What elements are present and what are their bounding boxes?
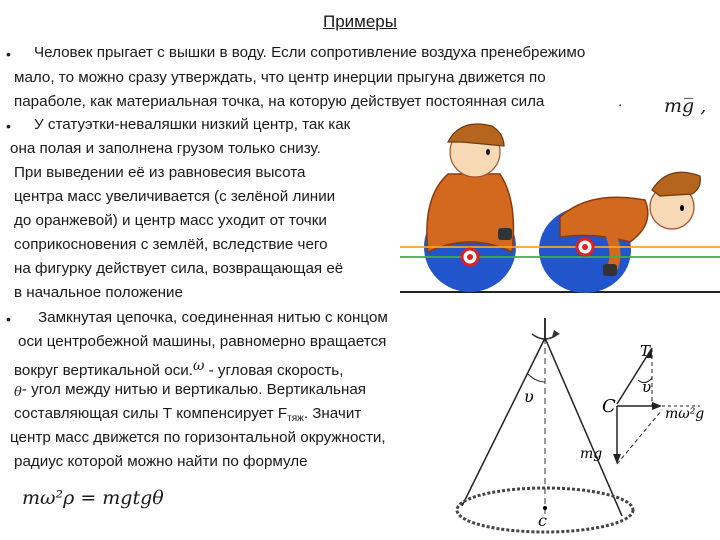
p2-line-8: в начальное положение bbox=[14, 284, 183, 301]
p2-line-3: При выведении её из равновесия высота bbox=[14, 164, 306, 181]
formula-bottom: mω²ρ = mgtgθ bbox=[22, 487, 164, 509]
p3-line-5 bbox=[14, 404, 361, 429]
bullet-3: • bbox=[6, 311, 11, 327]
slide-title: Примеры bbox=[323, 12, 397, 31]
upsilon-right-label: υ bbox=[642, 378, 652, 396]
roly-poly-illustration bbox=[400, 112, 720, 302]
p3-line-5-text: составляющая силы Т компенсирует F bbox=[14, 405, 288, 422]
bullet-2: • bbox=[6, 118, 11, 134]
omega-symbol: ω bbox=[193, 358, 205, 374]
vest-2 bbox=[560, 197, 648, 242]
gravity-arrow-head bbox=[613, 454, 621, 464]
p1-period: . bbox=[618, 93, 623, 110]
p3-line-5-sub: тяж bbox=[287, 413, 304, 424]
p3-line-1: Замкнутая цепочка, соединенная нитью с концом bbox=[38, 309, 388, 326]
p3-line-6: центр масс движется по горизонтальной окружности, bbox=[10, 429, 386, 446]
mg-label: mg bbox=[580, 446, 603, 462]
roly-poly-tilted bbox=[539, 172, 700, 293]
p2-line-2: она полая и заполнена грузом только снизу. bbox=[10, 140, 321, 157]
centrifuge-diagram bbox=[430, 318, 720, 540]
T-label: T bbox=[640, 342, 651, 360]
cap-2 bbox=[652, 172, 700, 196]
p3-line-3-text: вокруг вертикальной оси. bbox=[14, 362, 193, 379]
center-of-mass-marker-1 bbox=[462, 249, 478, 265]
p2-line-1: У статуэтки-неваляшки низкий центр, так как bbox=[34, 116, 351, 133]
p1-line-1: Человек прыгает с вышки в воду. Если сопротивление воздуха пренебрежимо bbox=[34, 44, 586, 61]
p3-line-7: радиус которой можно найти по формуле bbox=[14, 453, 308, 470]
upsilon-cone-label: υ bbox=[524, 387, 534, 406]
formula-mg: mg̅ , bbox=[664, 95, 707, 117]
p2-line-6: соприкосновения с землёй, вследствие чего bbox=[14, 236, 328, 253]
centripetal-arrow-head bbox=[652, 402, 662, 410]
eye bbox=[486, 149, 490, 155]
p3-line-3 bbox=[14, 356, 343, 381]
p1-line-3: параболе, как материальная точка, на которую действует постоянная сила bbox=[14, 93, 545, 110]
string-left bbox=[462, 338, 545, 506]
p2-line-5: до оранжевой) и центр масс уходит от точки bbox=[14, 212, 327, 229]
p3-line-3-tail: - угловая скорость, bbox=[204, 362, 344, 379]
force-diagonal-dashed bbox=[617, 410, 662, 464]
p2-line-4: центра масс увеличивается (с зелёной линии bbox=[14, 188, 336, 205]
bullet-1: • bbox=[6, 46, 11, 62]
eye-2 bbox=[680, 205, 684, 211]
angle-arc bbox=[528, 374, 545, 382]
C-label: C bbox=[602, 396, 616, 417]
glove-2 bbox=[603, 264, 617, 276]
roly-poly-upright bbox=[424, 124, 516, 292]
p3-line-2: оси центробежной машины, равномерно вращается bbox=[18, 333, 387, 350]
chain-center-dot bbox=[543, 506, 547, 510]
p3-line-4 bbox=[14, 380, 366, 403]
p3-line-4-text: - угол между нитью и вертикалью. Вертикальная bbox=[21, 381, 367, 398]
theta-symbol: θ bbox=[14, 385, 22, 400]
p3-line-5-tail: . Значит bbox=[303, 405, 362, 422]
c-label-lower: c bbox=[538, 511, 547, 530]
glove bbox=[498, 228, 512, 240]
p1-line-2: мало, то можно сразу утверждать, что центр инерции прыгуна движется по bbox=[14, 69, 546, 86]
mw2g-label: mω²g bbox=[665, 406, 705, 422]
center-of-mass-marker-2 bbox=[577, 239, 593, 255]
p2-line-7: на фигурку действует сила, возвращающая её bbox=[14, 260, 344, 277]
